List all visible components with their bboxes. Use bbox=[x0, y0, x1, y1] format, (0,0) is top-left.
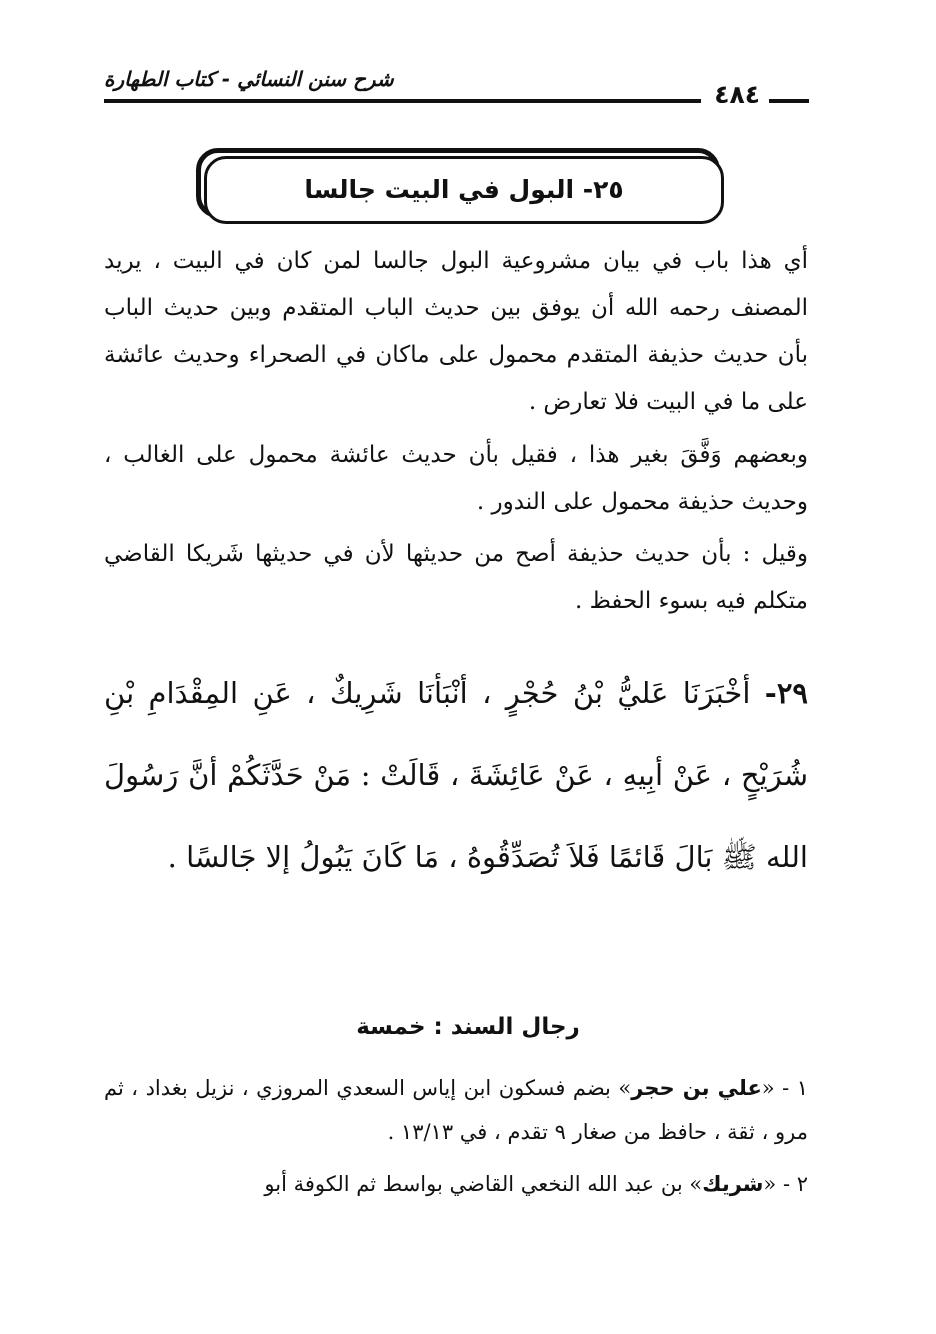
hadith-text: أخْبَرَنَا عَليُّ بْنُ حُجْرٍ ، أنْبَأنَا شَرِيكٌ ، عَنِ المِقْدَامِ بْنِ شُرَيْحٍ ، عَنْ أبِيهِ ، عَنْ عَائِشَةَ ، قَالَتْ : مَنْ حَدَّثَكُمْ أنَّ رَسُولَ الله ﷺ بَالَ قَائمًا فَلاَ تُصَدِّقُوهُ ، مَا كَانَ يَبُولُ إلا جَالسًا . bbox=[104, 676, 808, 874]
narrators-list bbox=[104, 1066, 808, 1214]
chapter-title-box bbox=[204, 156, 724, 224]
narrators-heading: رجال السند : خمسة bbox=[356, 1014, 580, 1040]
hadith-number: ٢٩- bbox=[764, 676, 808, 710]
narrator-name: علي بن حجر bbox=[631, 1076, 762, 1100]
narrator-name: شريك bbox=[702, 1172, 764, 1196]
running-head: شرح سنن النسائي - كتاب الطهارة bbox=[104, 67, 394, 91]
hadith-text-block bbox=[104, 652, 808, 898]
page-number: ٤٨٤ bbox=[714, 80, 760, 109]
narrator-description: بن عبد الله النخعي القاضي بواسط ثم الكوفة أبو bbox=[264, 1172, 690, 1196]
narrator-description: بضم فسكون ابن إياس السعدي المروزي ، نزيل بغداد ، ثم مرو ، ثقة ، حافظ من صغار ٩ تقدم ، في ١٣/١٣ . bbox=[104, 1076, 808, 1144]
header-rule-short bbox=[769, 99, 809, 103]
narrator-quote-close: » bbox=[618, 1076, 632, 1100]
narrator-index: ١ - « bbox=[761, 1076, 808, 1100]
commentary-paragraph-1: أي هذا باب في بيان مشروعية البول جالسا لمن كان في البيت ، يريد المصنف رحمه الله أن يوفق بين حديث الباب المتقدم وبين حديث الباب بأن حديث حذيفة المتقدم محمول على ماكان في الصحراء وحديث عائشة على ما في البيت فلا تعارض . bbox=[104, 248, 808, 415]
chapter-title: ٢٥- البول في البيت جالسا bbox=[304, 175, 624, 204]
narrator-index: ٢ - « bbox=[763, 1172, 808, 1196]
narrator-entry bbox=[104, 1066, 808, 1154]
narrator-quote-close: » bbox=[689, 1172, 703, 1196]
commentary-paragraph-2: وبعضهم وَفَّقَ بغير هذا ، فقيل بأن حديث عائشة محمول على الغالب ، وحديث حذيفة محمول على الندور . bbox=[104, 442, 808, 515]
commentary-paragraph-3: وقيل : بأن حديث حذيفة أصح من حديثها لأن في حديثها شَريكا القاضي متكلم فيه بسوء الحفظ . bbox=[104, 541, 808, 614]
narrator-entry bbox=[104, 1162, 808, 1206]
header-rule bbox=[104, 99, 701, 103]
